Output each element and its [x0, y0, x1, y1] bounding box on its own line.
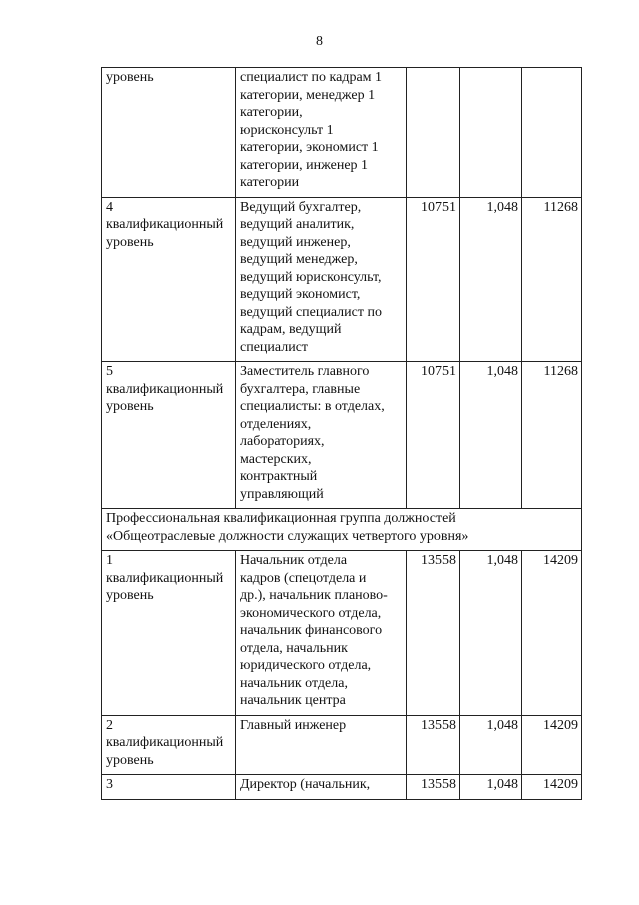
- table-row: [102, 715, 582, 775]
- coefficient-cell: 1,048: [460, 362, 522, 509]
- table-row: [102, 775, 582, 800]
- salary-cell: 11268: [522, 197, 582, 362]
- salary-table: [101, 67, 582, 800]
- table-row: [102, 197, 582, 362]
- salary-cell: 11268: [522, 362, 582, 509]
- positions-cell: специалист по кадрам 1 категории, менеджер 1 категории, юрисконсульт 1 категории, экономист 1 категории, инженер 1 категории: [236, 68, 407, 198]
- coefficient-cell: 1,048: [460, 197, 522, 362]
- level-cell: 4 квалификационный уровень: [102, 197, 236, 362]
- coefficient-cell: [460, 68, 522, 198]
- base-salary-cell: [407, 68, 460, 198]
- coefficient-cell: 1,048: [460, 715, 522, 775]
- coefficient-cell: 1,048: [460, 775, 522, 800]
- base-salary-cell: 13558: [407, 715, 460, 775]
- table-row: [102, 362, 582, 509]
- positions-cell: Ведущий бухгалтер, ведущий аналитик, ведущий инженер, ведущий менеджер, ведущий юрисконсульт, ведущий экономист, ведущий специалист по кадрам, ведущий специалист: [236, 197, 407, 362]
- base-salary-cell: 13558: [407, 551, 460, 716]
- page-number: 8: [316, 34, 323, 49]
- positions-cell: Начальник отдела кадров (спецотдела и др.), начальник планово- экономического отдела, начальник финансового отдела, начальник юридического отдела, начальник отдела, начальник центра: [236, 551, 407, 716]
- salary-cell: [522, 68, 582, 198]
- group-header-row: [102, 509, 582, 551]
- table-row: [102, 68, 582, 198]
- level-cell: 1 квалификационный уровень: [102, 551, 236, 716]
- positions-cell: Заместитель главного бухгалтера, главные специалисты: в отделах, отделениях, лабораториях, мастерских, контрактный управляющий: [236, 362, 407, 509]
- coefficient-cell: 1,048: [460, 551, 522, 716]
- base-salary-cell: 10751: [407, 197, 460, 362]
- positions-cell: Главный инженер: [236, 715, 407, 775]
- salary-cell: 14209: [522, 715, 582, 775]
- table-row: [102, 551, 582, 716]
- salary-cell: 14209: [522, 775, 582, 800]
- level-cell: уровень: [102, 68, 236, 198]
- level-cell: 2 квалификационный уровень: [102, 715, 236, 775]
- positions-cell: Директор (начальник,: [236, 775, 407, 800]
- level-cell: 5 квалификационный уровень: [102, 362, 236, 509]
- salary-cell: 14209: [522, 551, 582, 716]
- base-salary-cell: 13558: [407, 775, 460, 800]
- group-header: Профессиональная квалификационная группа должностей «Общеотраслевые должности служащих четвертого уровня»: [102, 509, 582, 551]
- level-cell: 3: [102, 775, 236, 800]
- base-salary-cell: 10751: [407, 362, 460, 509]
